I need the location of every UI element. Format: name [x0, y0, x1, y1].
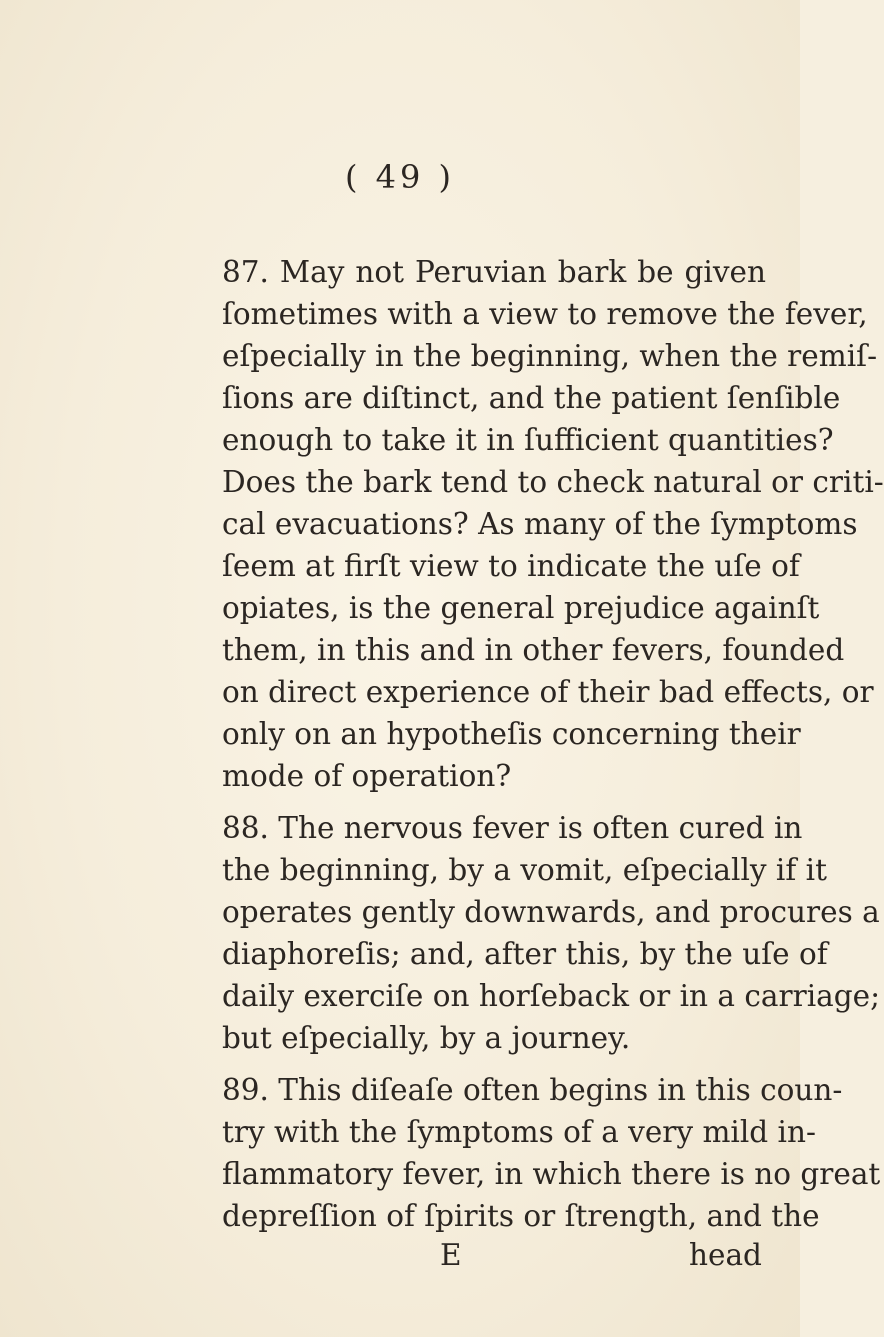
- text-line: enough to take it in ſufficient quantities?: [222, 423, 834, 457]
- page-number: ( 49 ): [344, 158, 456, 196]
- text-line: them, in this and in other fevers, founded: [222, 633, 845, 667]
- text-line: 87. May not Peruvian bark be given: [222, 255, 766, 289]
- text-line: 89. This diſeaſe often begins in this coun-: [222, 1073, 843, 1107]
- catchword: head: [689, 1238, 762, 1272]
- text-line: operates gently downwards, and procures a: [222, 895, 880, 929]
- text-line: depreſſion of ſpirits or ſtrength, and the: [222, 1199, 820, 1233]
- text-line: flammatory fever, in which there is no great: [222, 1157, 881, 1191]
- text-line: diaphoreſis; and, after this, by the uſe of: [222, 937, 828, 971]
- text-line: on direct experience of their bad effects, or: [222, 675, 874, 709]
- text-line: the beginning, by a vomit, eſpecially if it: [222, 853, 827, 887]
- text-line: opiates, is the general prejudice againſt: [222, 591, 820, 625]
- text-line: daily exerciſe on horſeback or in a carriage;: [222, 979, 881, 1013]
- text-line: try with the ſymptoms of a very mild in-: [222, 1115, 816, 1149]
- text-line: mode of operation?: [222, 759, 512, 793]
- text-line: but eſpecially, by a journey.: [222, 1021, 631, 1055]
- text-line: cal evacuations? As many of the ſymptoms: [222, 507, 858, 541]
- text-line: eſpecially in the beginning, when the remiſ-: [222, 339, 878, 373]
- text-line: ſions are diſtinct, and the patient ſenſible: [222, 381, 841, 415]
- text-line: Does the bark tend to check natural or criti-: [222, 465, 884, 499]
- signature-mark: E: [440, 1238, 462, 1272]
- text-line: only on an hypotheſis concerning their: [222, 717, 801, 751]
- footer-marks: [0, 1238, 800, 1278]
- text-line: ſometimes with a view to remove the fever,: [222, 297, 868, 331]
- text-line: 88. The nervous fever is often cured in: [222, 811, 803, 845]
- text-line: ſeem at firſt view to indicate the uſe of: [222, 549, 800, 583]
